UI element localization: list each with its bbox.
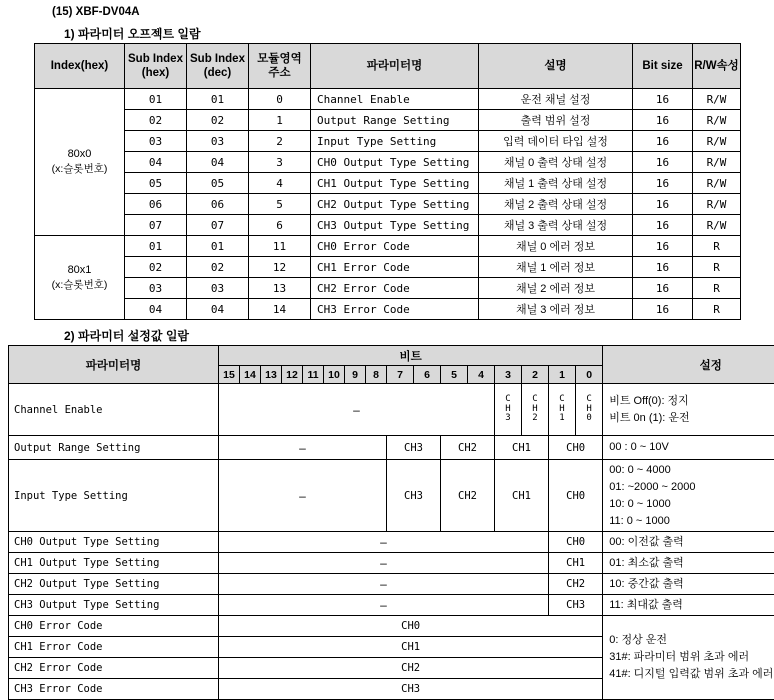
param-name: Input Type Setting: [311, 131, 479, 152]
subindex-dec: 07: [187, 215, 249, 236]
section1-title: 1) 파라미터 오프젝트 일람: [64, 25, 201, 42]
bit-13: 13: [261, 366, 282, 384]
param-name: CH1 Output Type Setting: [311, 173, 479, 194]
subindex-hex: 01: [125, 236, 187, 257]
bit-4: 4: [468, 366, 495, 384]
subindex-dec: 04: [187, 152, 249, 173]
param-name: CH2 Error Code: [9, 658, 219, 679]
rw-attribute: R/W: [693, 194, 741, 215]
bit-0: 0: [576, 366, 603, 384]
module-address: 3: [249, 152, 311, 173]
table-row: [35, 152, 741, 173]
bit-12: 12: [282, 366, 303, 384]
param-name: CH1 Output Type Setting: [9, 553, 219, 574]
col-subindex-hex-line1: Sub Index: [125, 52, 186, 66]
param-name: CH3 Error Code: [9, 679, 219, 700]
bit-14: 14: [240, 366, 261, 384]
table-row: [35, 278, 741, 299]
bit-size: 16: [633, 278, 693, 299]
table-row: [9, 384, 774, 436]
bit-size: 16: [633, 299, 693, 320]
table-row: [35, 194, 741, 215]
setting-line: 10: 0 ~ 1000: [609, 496, 774, 513]
bit-size: 16: [633, 152, 693, 173]
param-name: CH3 Output Type Setting: [9, 595, 219, 616]
table-row: [9, 532, 774, 553]
bit-field-ch3: CH3: [387, 460, 441, 532]
bit-field-ch3: CH3: [549, 595, 603, 616]
table-row: [9, 436, 774, 460]
bit-unused: –: [219, 532, 549, 553]
index-note: (x:슬롯번호): [35, 278, 124, 293]
rw-attribute: R: [693, 278, 741, 299]
module-address: 13: [249, 278, 311, 299]
col-subindex-dec-line2: (dec): [187, 66, 248, 80]
col-subindex-dec-line1: Sub Index: [187, 52, 248, 66]
col-subindex-dec: [187, 44, 249, 89]
rw-attribute: R/W: [693, 110, 741, 131]
param-name: CH1 Error Code: [311, 257, 479, 278]
bit-size: 16: [633, 257, 693, 278]
setting-line: 비트 0n (1): 운전: [609, 410, 774, 427]
description: 출력 범위 설정: [479, 110, 633, 131]
param-name: CH0 Error Code: [311, 236, 479, 257]
parameter-setting-table: [8, 345, 774, 700]
setting-cell: [603, 460, 774, 532]
table-row: [35, 173, 741, 194]
table-row: [9, 553, 774, 574]
param-name: CH3 Error Code: [311, 299, 479, 320]
subindex-hex: 05: [125, 173, 187, 194]
subindex-dec: 02: [187, 257, 249, 278]
bit-unused: –: [219, 460, 387, 532]
bit-1: 1: [549, 366, 576, 384]
section-label: (15) XBF-DV04A: [52, 6, 140, 18]
module-address: 6: [249, 215, 311, 236]
module-address: 0: [249, 89, 311, 110]
bit-10: 10: [324, 366, 345, 384]
bit-size: 16: [633, 173, 693, 194]
description: 채널 1 에러 정보: [479, 257, 633, 278]
bit-6: 6: [414, 366, 441, 384]
bit-3: 3: [495, 366, 522, 384]
bit-size: 16: [633, 89, 693, 110]
setting-cell: [603, 616, 774, 700]
table-row: [35, 236, 741, 257]
module-address: 1: [249, 110, 311, 131]
col-description: 설명: [479, 44, 633, 89]
col-subindex-hex-line2: (hex): [125, 66, 186, 80]
subindex-hex: 07: [125, 215, 187, 236]
setting-line: 41#: 디지털 입력값 범위 초과 에러: [609, 666, 774, 683]
module-address: 4: [249, 173, 311, 194]
module-address: 11: [249, 236, 311, 257]
bit-unused: –: [219, 384, 495, 436]
module-address: 2: [249, 131, 311, 152]
col-param-name: 파라미터명: [9, 346, 219, 384]
setting-line: 11: 0 ~ 1000: [609, 513, 774, 530]
setting-cell: [603, 384, 774, 436]
rw-attribute: R/W: [693, 173, 741, 194]
param-name: Output Range Setting: [311, 110, 479, 131]
bit-unused: –: [219, 595, 549, 616]
table-row: [35, 89, 741, 110]
setting-line: 비트 Off(0): 정지: [609, 393, 774, 410]
description: 운전 채널 설정: [479, 89, 633, 110]
col-module-address-line1: 모듈영역: [249, 52, 310, 66]
bit-field-ch3: CH3: [219, 679, 603, 700]
param-name: CH3 Output Type Setting: [311, 215, 479, 236]
bit-unused: –: [219, 553, 549, 574]
description: 채널 2 출력 상태 설정: [479, 194, 633, 215]
subindex-dec: 01: [187, 236, 249, 257]
subindex-dec: 06: [187, 194, 249, 215]
bit-field-ch1: CH1: [549, 553, 603, 574]
param-name: Input Type Setting: [9, 460, 219, 532]
bit-unused: –: [219, 436, 387, 460]
col-param-name: 파라미터명: [311, 44, 479, 89]
table-row: [9, 574, 774, 595]
subindex-hex: 01: [125, 89, 187, 110]
index-cell: [35, 236, 125, 320]
param-name: CH0 Error Code: [9, 616, 219, 637]
bit-size: 16: [633, 215, 693, 236]
setting-cell: 10: 중간값 출력: [603, 574, 774, 595]
subindex-hex: 03: [125, 131, 187, 152]
description: 채널 1 출력 상태 설정: [479, 173, 633, 194]
table-header-row: [35, 44, 741, 89]
section2-title: 2) 파라미터 설정값 일람: [64, 327, 189, 344]
param-name: CH0 Output Type Setting: [9, 532, 219, 553]
bit-field-ch3: CH3: [387, 436, 441, 460]
bit-field-ch0: C H 0: [576, 384, 603, 436]
bit-size: 16: [633, 194, 693, 215]
rw-attribute: R: [693, 299, 741, 320]
param-name: Channel Enable: [9, 384, 219, 436]
rw-attribute: R/W: [693, 215, 741, 236]
setting-line: 31#: 파라미터 범위 초과 에러: [609, 649, 774, 666]
table-row: [9, 460, 774, 532]
col-rw: R/W속성: [693, 44, 741, 89]
col-bit: 비트: [219, 346, 603, 366]
param-name: CH1 Error Code: [9, 637, 219, 658]
table-row: [35, 131, 741, 152]
table-row: [35, 257, 741, 278]
bit-field-ch1: CH1: [495, 436, 549, 460]
description: 채널 0 출력 상태 설정: [479, 152, 633, 173]
subindex-hex: 02: [125, 257, 187, 278]
setting-cell: 11: 최대값 출력: [603, 595, 774, 616]
rw-attribute: R/W: [693, 89, 741, 110]
table-row: [35, 215, 741, 236]
setting-cell: 00: 이전값 출력: [603, 532, 774, 553]
description: 채널 2 에러 정보: [479, 278, 633, 299]
bit-field-ch0: CH0: [549, 532, 603, 553]
rw-attribute: R: [693, 257, 741, 278]
col-subindex-hex: [125, 44, 187, 89]
subindex-hex: 04: [125, 152, 187, 173]
bit-5: 5: [441, 366, 468, 384]
param-name: CH2 Output Type Setting: [311, 194, 479, 215]
subindex-dec: 05: [187, 173, 249, 194]
rw-attribute: R/W: [693, 152, 741, 173]
bit-field-ch2: C H 2: [522, 384, 549, 436]
subindex-hex: 02: [125, 110, 187, 131]
bit-field-ch0: CH0: [549, 460, 603, 532]
col-bit-size: Bit size: [633, 44, 693, 89]
setting-line: 00: 0 ~ 4000: [609, 462, 774, 479]
bit-15: 15: [219, 366, 240, 384]
bit-size: 16: [633, 131, 693, 152]
bit-field-ch1: CH1: [495, 460, 549, 532]
index-note: (x:슬롯번호): [35, 162, 124, 177]
description: 채널 0 에러 정보: [479, 236, 633, 257]
bit-field-ch0: CH0: [219, 616, 603, 637]
subindex-dec: 01: [187, 89, 249, 110]
description: 입력 데이터 타입 설정: [479, 131, 633, 152]
module-address: 5: [249, 194, 311, 215]
bit-7: 7: [387, 366, 414, 384]
setting-line: 01: ~2000 ~ 2000: [609, 479, 774, 496]
module-address: 12: [249, 257, 311, 278]
bit-11: 11: [303, 366, 324, 384]
setting-line: 0: 정상 운전: [609, 632, 774, 649]
rw-attribute: R/W: [693, 131, 741, 152]
table-row: [9, 616, 774, 637]
table-row: [9, 595, 774, 616]
index-cell: [35, 89, 125, 236]
bit-size: 16: [633, 236, 693, 257]
table-row: [35, 299, 741, 320]
param-name: CH2 Error Code: [311, 278, 479, 299]
table-header-row: [9, 346, 774, 366]
index-value: 80x1: [35, 263, 124, 278]
param-name: Output Range Setting: [9, 436, 219, 460]
bit-field-ch1: CH1: [219, 637, 603, 658]
subindex-hex: 03: [125, 278, 187, 299]
col-setting: 설정: [603, 346, 774, 384]
col-module-address: [249, 44, 311, 89]
subindex-dec: 03: [187, 131, 249, 152]
bit-field-ch3: C H 3: [495, 384, 522, 436]
setting-cell: 00 : 0 ~ 10V: [603, 436, 774, 460]
bit-field-ch2: CH2: [549, 574, 603, 595]
subindex-dec: 04: [187, 299, 249, 320]
param-name: CH0 Output Type Setting: [311, 152, 479, 173]
subindex-dec: 03: [187, 278, 249, 299]
module-address: 14: [249, 299, 311, 320]
subindex-hex: 04: [125, 299, 187, 320]
bit-2: 2: [522, 366, 549, 384]
bit-field-ch0: CH0: [549, 436, 603, 460]
bit-9: 9: [345, 366, 366, 384]
rw-attribute: R: [693, 236, 741, 257]
bit-size: 16: [633, 110, 693, 131]
param-name: CH2 Output Type Setting: [9, 574, 219, 595]
param-name: Channel Enable: [311, 89, 479, 110]
subindex-hex: 06: [125, 194, 187, 215]
col-module-address-line2: 주소: [249, 66, 310, 80]
bit-unused: –: [219, 574, 549, 595]
subindex-dec: 02: [187, 110, 249, 131]
bit-field-ch2: CH2: [219, 658, 603, 679]
bit-field-ch2: CH2: [441, 436, 495, 460]
col-index: Index(hex): [35, 44, 125, 89]
bit-field-ch2: CH2: [441, 460, 495, 532]
bit-8: 8: [366, 366, 387, 384]
parameter-object-table: [34, 43, 741, 320]
table-row: [35, 110, 741, 131]
bit-field-ch1: C H 1: [549, 384, 576, 436]
description: 채널 3 출력 상태 설정: [479, 215, 633, 236]
index-value: 80x0: [35, 147, 124, 162]
setting-cell: 01: 최소값 출력: [603, 553, 774, 574]
description: 채널 3 에러 정보: [479, 299, 633, 320]
